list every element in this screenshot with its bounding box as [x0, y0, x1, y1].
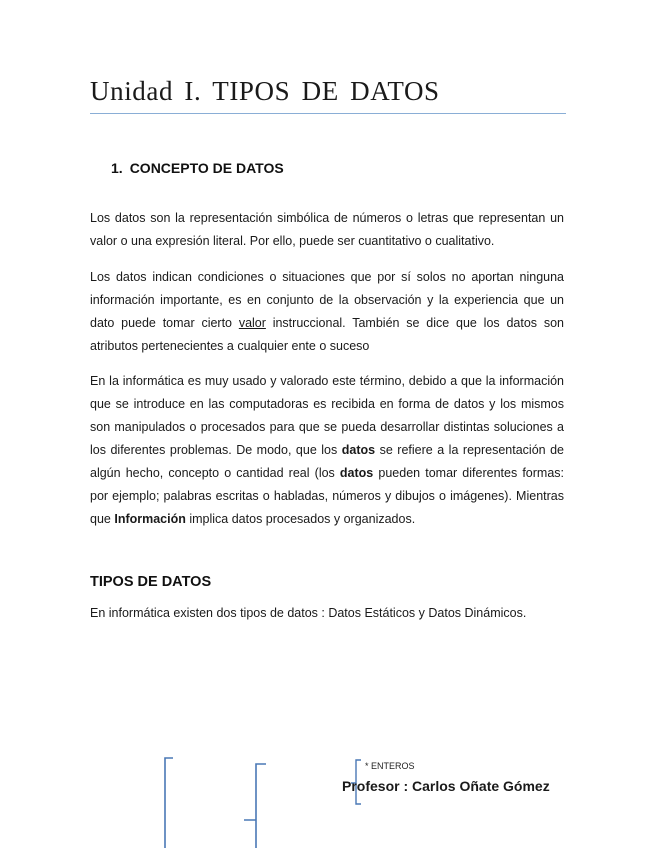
bracket-large-left: [158, 756, 178, 848]
paragraph-2-text-b: instruccional. También se dice que los datos son atributos pertenecientes a cualquier ente o suceso: [90, 316, 564, 353]
paragraph-3-text-b: se refiere a la representación de algún hecho, concepto o cantidad real (los: [90, 443, 565, 480]
bold-term-informacion: Información: [114, 512, 186, 526]
paragraph-1: Los datos son la representación simbólica de números o letras que representan un valor o una expresión literal. Por ello, puede ser cuantitativo o cualitativo.: [90, 211, 564, 248]
paragraph-3: [90, 370, 564, 531]
valor-link[interactable]: valor: [238, 316, 266, 330]
paragraph-3-text-d: implica datos procesados y organizados.: [185, 512, 416, 526]
paragraph-tipos: En informática existen dos tipos de datos : Datos Estáticos y Datos Dinámicos.: [90, 606, 527, 620]
bracket-mid-left: [238, 762, 272, 848]
enteros-label: * ENTEROS: [365, 761, 415, 771]
section-heading-text: CONCEPTO DE DATOS: [129, 160, 284, 176]
paragraph-3-text-a: En la informática es muy usado y valorado este término, debido a que la información que se introduce en las computadoras es recibida en forma de datos y los mismos son manipulados o procesados para que se pueda desarrollar distintas soluciones a los diferentes problemas. De modo, que los: [90, 374, 564, 457]
professor-footer: Profesor : Carlos Oñate Gómez: [342, 778, 550, 794]
page-title: Unidad I. TIPOS DE DATOS: [90, 76, 440, 106]
bold-term-datos-2: datos: [339, 466, 374, 480]
paragraph-3-text-c: pueden tomar diferentes formas: por ejemplo; palabras escritas o habladas, números y dibujos o imágenes). Mientras que: [90, 466, 564, 526]
section-heading-tipos: TIPOS DE DATOS: [90, 574, 212, 590]
section-number: 1.: [111, 160, 123, 176]
title-underline: [90, 113, 566, 114]
bold-term-datos-1: datos: [341, 443, 376, 457]
section-heading-concepto: [111, 160, 284, 176]
paragraph-2: [90, 266, 564, 358]
paragraph-2-text-a: Los datos indican condiciones o situaciones que por sí solos no aportan ninguna información importante, es en conjunto de la observación y la experiencia que un dato puede tomar cierto: [90, 270, 564, 330]
